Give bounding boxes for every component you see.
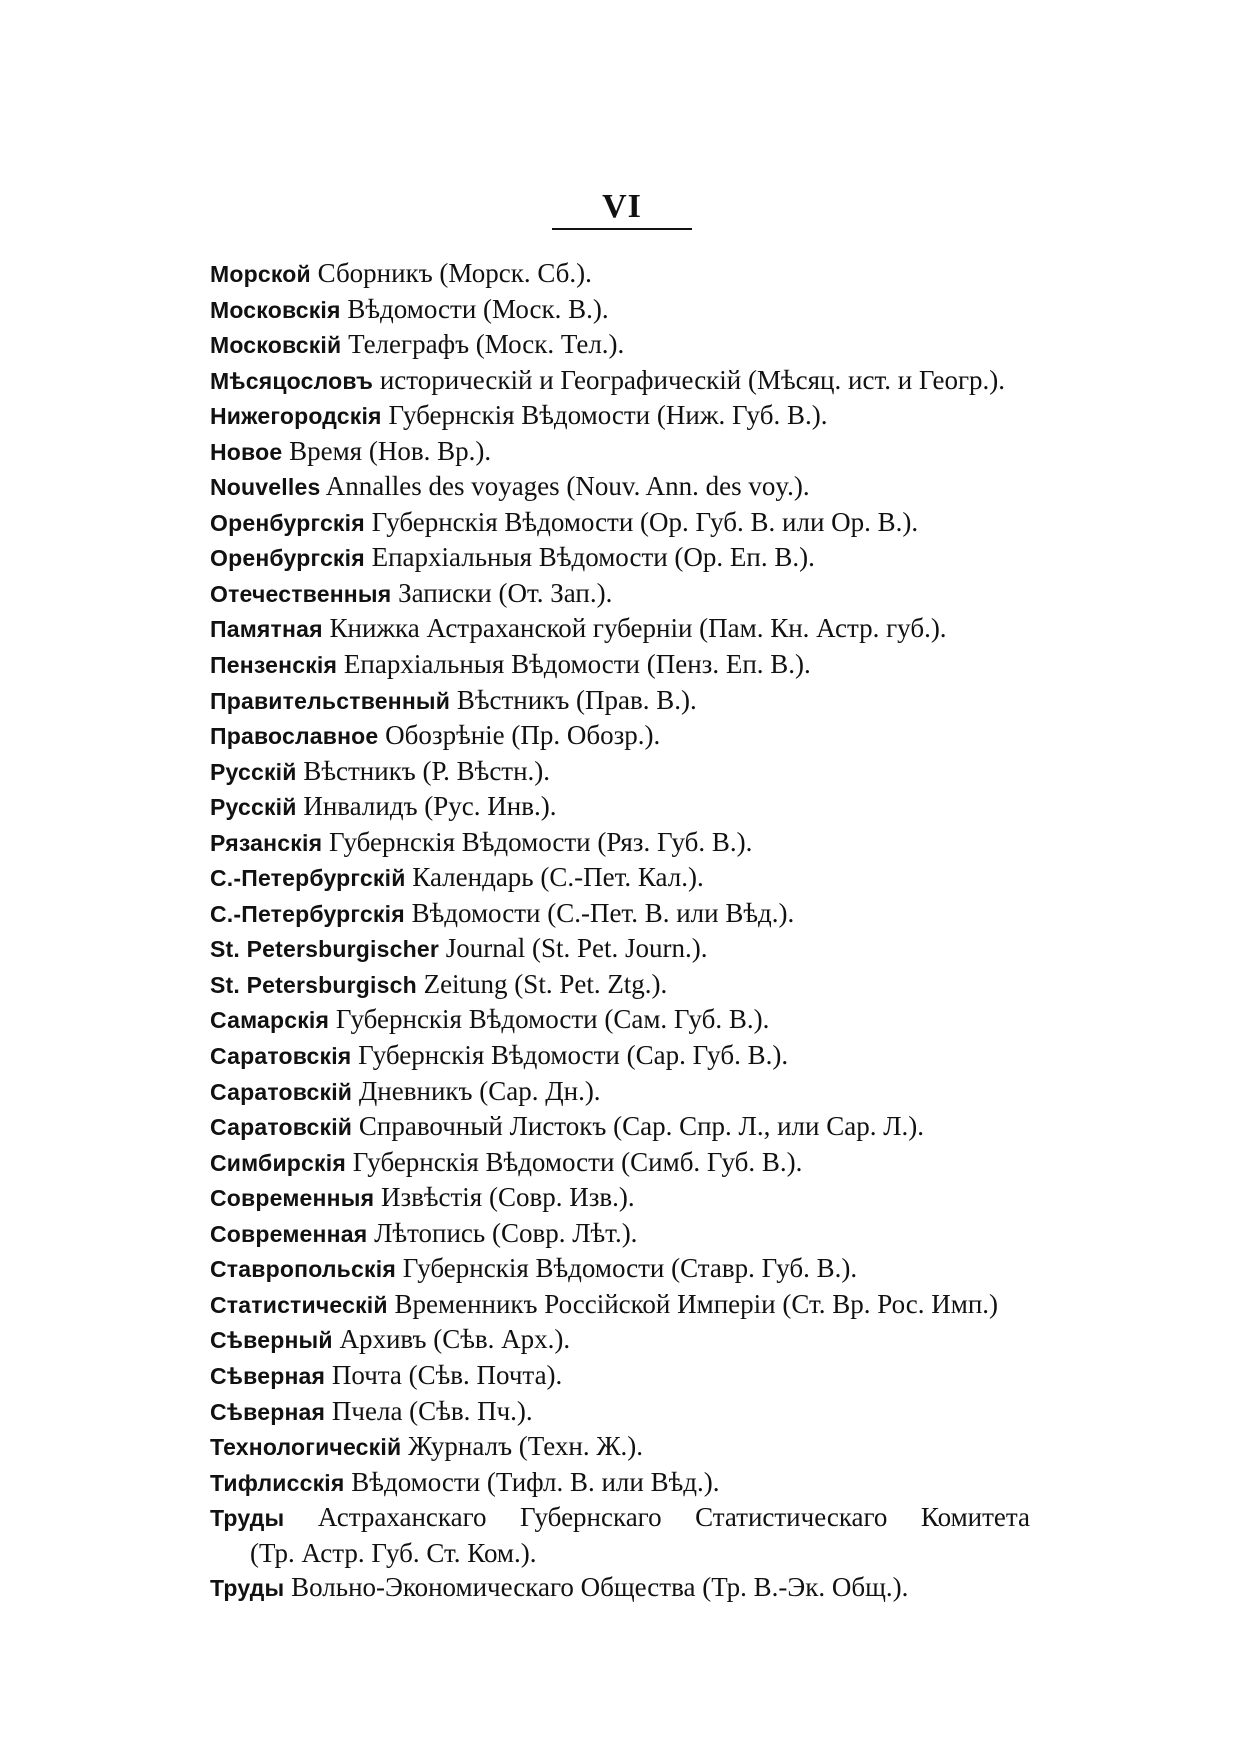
entry-title: С.-Петербургскій xyxy=(210,865,406,892)
entry-text: Извѣстія (Совр. Изв.). xyxy=(380,1182,635,1213)
entry-title: Ставропольскія xyxy=(210,1256,396,1283)
entry-text: Губернскія Вѣдомости (Ниж. Губ. В.). xyxy=(388,400,828,431)
entry-text: Journal (St. Pet. Journ.). xyxy=(445,933,708,964)
list-item xyxy=(210,576,1070,612)
entry-title: Труды xyxy=(210,1575,285,1602)
entry-title: Сѣверная xyxy=(210,1398,326,1425)
list-item xyxy=(210,1251,1070,1287)
entry-text: Записки (От. Зап.). xyxy=(398,577,613,608)
list-item xyxy=(210,434,1070,470)
entry-title: Рязанскія xyxy=(210,829,323,856)
entry-text: Дневникъ (Сар. Дн.). xyxy=(358,1075,601,1106)
page-number-rule xyxy=(552,228,692,230)
entry-text: Пчела (Сѣв. Пч.). xyxy=(331,1395,533,1426)
entry-title: Памятная xyxy=(210,616,323,643)
list-item xyxy=(210,1322,1070,1358)
entry-first-line xyxy=(210,1500,1030,1536)
entry-title: Правительственный xyxy=(210,687,451,714)
entry-title: Русскій xyxy=(210,794,297,821)
entry-text: Вольно-Экономическаго Общества (Тр. В.-Эк. Общ.). xyxy=(291,1572,909,1603)
entry-title: Статистическій xyxy=(210,1291,388,1318)
list-item xyxy=(210,896,1070,932)
entry-title: Современныя xyxy=(210,1185,375,1212)
entry-title: Саратовскій xyxy=(210,1114,353,1141)
list-item xyxy=(210,1287,1070,1323)
entry-title: Нижегородскія xyxy=(210,403,382,430)
entry-title: Тифлисскія xyxy=(210,1469,345,1496)
entry-title: Сѣверный xyxy=(210,1327,333,1354)
entry-title: Саратовскія xyxy=(210,1043,352,1070)
entry-text: Губернскія Вѣдомости (Сам. Губ. В.). xyxy=(335,1004,770,1035)
list-item xyxy=(210,1002,1070,1038)
entry-text: Епархіальныя Вѣдомости (Ор. Еп. В.). xyxy=(371,542,815,573)
list-item xyxy=(210,718,1070,754)
entry-text: историческій и Географическій (Мѣсяц. ист. и Геогр.). xyxy=(379,364,1006,395)
entry-title: Технологическій xyxy=(210,1434,402,1461)
entry-text: Архивъ (Сѣв. Арх.). xyxy=(339,1324,571,1355)
entry-text: Вѣдомости (Моск. В.). xyxy=(347,293,609,324)
entry-text: Журналъ (Техн. Ж.). xyxy=(408,1431,644,1462)
list-item xyxy=(210,647,1070,683)
entry-text: Губернскія Вѣдомости (Сар. Губ. В.). xyxy=(358,1040,789,1071)
list-item xyxy=(210,1465,1070,1501)
list-item xyxy=(210,292,1070,328)
entry-title: Оренбургскія xyxy=(210,509,365,536)
list-item xyxy=(210,611,1070,647)
entry-title: Сѣверная xyxy=(210,1362,326,1389)
list-item xyxy=(210,754,1070,790)
entry-title: Современная xyxy=(210,1220,368,1247)
entry-text: Вѣстникъ (Прав. В.). xyxy=(456,684,697,715)
entry-text: Губернскія Вѣдомости (Ставр. Губ. В.). xyxy=(402,1253,858,1284)
list-item xyxy=(210,363,1070,399)
list-item xyxy=(210,1429,1070,1465)
entry-title: Московскій xyxy=(210,332,342,359)
list-item xyxy=(210,1180,1070,1216)
entry-text: Временникъ Россійской Имперіи (Ст. Вр. Рос. Имп.) xyxy=(394,1288,999,1319)
entry-title: Оренбургскія xyxy=(210,545,365,572)
entry-text: Время (Нов. Вр.). xyxy=(289,435,492,466)
list-item xyxy=(210,789,1070,825)
list-item xyxy=(210,540,1070,576)
list-item xyxy=(210,683,1070,719)
entry-text: Сборникъ (Морск. Сб.). xyxy=(317,258,592,288)
entry-title: Новое xyxy=(210,438,283,465)
entry-title: Мѣсяцословъ xyxy=(210,367,374,394)
list-item xyxy=(210,1145,1070,1181)
entry-title: Пензенскія xyxy=(210,652,338,679)
list-item xyxy=(210,505,1070,541)
entry-title: Nouvelles xyxy=(210,474,321,501)
list-item xyxy=(210,1358,1070,1394)
entry-title: Самарскія xyxy=(210,1007,330,1034)
list-item xyxy=(210,1216,1070,1252)
entry-text: Губернскія Вѣдомости (Симб. Губ. В.). xyxy=(352,1146,803,1177)
list-item xyxy=(210,1109,1070,1145)
list-item xyxy=(210,398,1070,434)
entry-text: Zeitung (St. Pet. Ztg.). xyxy=(423,968,668,999)
entry-continuation: (Тр. Астр. Губ. Ст. Ком.). xyxy=(250,1537,537,1568)
list-item xyxy=(210,469,1070,505)
entry-text: Инвалидъ (Рус. Инв.). xyxy=(303,791,557,822)
entry-title: Саратовскій xyxy=(210,1078,353,1105)
list-item xyxy=(210,1074,1070,1110)
list-item xyxy=(210,825,1070,861)
entry-text: Annalles des voyages (Nouv. Ann. des voy.). xyxy=(325,471,810,502)
list-item xyxy=(210,1500,1070,1570)
page-number: VI xyxy=(602,188,642,225)
entry-title: Русскій xyxy=(210,758,297,785)
abbreviations-list xyxy=(210,256,1070,1606)
list-item xyxy=(210,860,1070,896)
entry-title: Симбирскія xyxy=(210,1149,346,1176)
entry-title: Морской xyxy=(210,261,311,287)
list-item xyxy=(210,1038,1070,1074)
list-item xyxy=(210,256,1070,292)
entry-text: Обозрѣніе (Пр. Обозр.). xyxy=(385,720,661,751)
entry-title: Труды xyxy=(210,1505,285,1532)
entry-text: Епархіальныя Вѣдомости (Пенз. Еп. В.). xyxy=(343,649,811,680)
entry-title: Отечественныя xyxy=(210,580,392,607)
entry-text: Губернскія Вѣдомости (Ор. Губ. В. или Ор. В.). xyxy=(371,506,919,537)
entry-text: Вѣдомости (С.-Пет. В. или Вѣд.). xyxy=(411,897,795,928)
entry-text: Книжка Астраханской губерніи (Пам. Кн. Астр. губ.). xyxy=(329,613,947,644)
list-item xyxy=(210,327,1070,363)
entry-text: Губернскія Вѣдомости (Ряз. Губ. В.). xyxy=(328,826,753,857)
list-item xyxy=(210,931,1070,967)
entry-text: Лѣтопись (Совр. Лѣт.). xyxy=(374,1217,638,1248)
entry-title: St. Petersburgischer xyxy=(210,936,439,963)
entry-text: Астраханскаго Губернскаго Статистическаго Комитета xyxy=(317,1502,1031,1533)
list-item xyxy=(210,1394,1070,1430)
entry-title: St. Petersburgisch xyxy=(210,971,417,998)
entry-title: Православное xyxy=(210,723,379,750)
entry-text: Календарь (С.-Пет. Кал.). xyxy=(412,862,704,893)
entry-text: Почта (Сѣв. Почта). xyxy=(331,1359,563,1390)
entry-text: Телеграфъ (Моск. Тел.). xyxy=(348,329,625,360)
entry-text: Вѣдомости (Тифл. В. или Вѣд.). xyxy=(351,1466,720,1497)
entry-title: Московскія xyxy=(210,296,341,323)
list-item xyxy=(210,1570,1070,1606)
entry-title: С.-Петербургскія xyxy=(210,900,405,927)
entry-text: Вѣстникъ (Р. Вѣстн.). xyxy=(303,755,551,786)
entry-text: Справочный Листокъ (Сар. Спр. Л., или Сар. Л.). xyxy=(358,1111,925,1142)
list-item xyxy=(210,967,1070,1003)
